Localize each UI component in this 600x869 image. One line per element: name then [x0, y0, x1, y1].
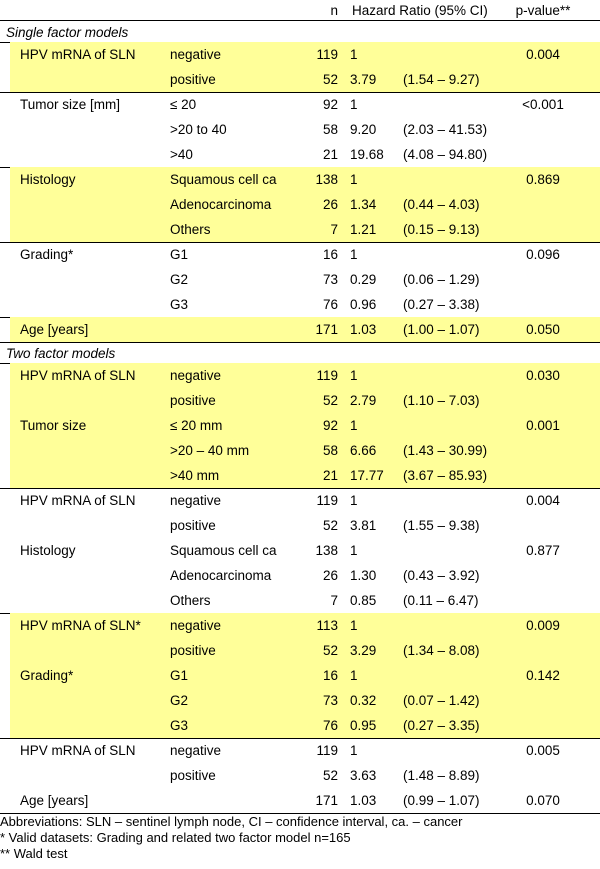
- n-cell: 76: [322, 718, 338, 733]
- p-value-cell: 0.877: [526, 543, 560, 558]
- hazard-ratio-cell: 6.66: [350, 443, 377, 458]
- hazard-ratio-cell: 1: [350, 618, 358, 633]
- level-cell: G1: [170, 247, 189, 262]
- table-row: [10, 317, 600, 342]
- level-cell: Others: [170, 593, 211, 608]
- level-cell: Others: [170, 222, 211, 237]
- level-cell: negative: [170, 493, 222, 508]
- n-cell: 92: [322, 97, 338, 112]
- level-cell: Adenocarcinoma: [170, 568, 272, 583]
- p-value-cell: 0.050: [526, 322, 560, 337]
- level-cell: positive: [170, 518, 216, 533]
- table-row: [10, 713, 600, 738]
- level-cell: >40 mm: [170, 468, 220, 483]
- hazard-ratio-cell: 0.96: [350, 297, 377, 312]
- n-cell: 16: [322, 668, 338, 683]
- p-value-cell: 0.142: [526, 668, 560, 683]
- confidence-interval-cell: (1.10 – 7.03): [403, 393, 480, 408]
- n-cell: 26: [322, 197, 338, 212]
- p-value-cell: 0.030: [526, 368, 560, 383]
- table-row: [0, 92, 600, 117]
- table-row: [10, 363, 600, 388]
- confidence-interval-cell: (1.54 – 9.27): [403, 72, 480, 87]
- table-row: [0, 117, 600, 142]
- table-row: [0, 142, 600, 167]
- n-cell: 171: [315, 322, 338, 337]
- variable-cell: HPV mRNA of SLN: [20, 743, 136, 758]
- confidence-interval-cell: (0.27 – 3.35): [403, 718, 480, 733]
- table-row: [10, 638, 600, 663]
- table-row: [0, 292, 600, 317]
- confidence-interval-cell: (0.43 – 3.92): [403, 568, 480, 583]
- hazard-ratio-cell: 9.20: [350, 122, 377, 137]
- header-hazard-ratio: Hazard Ratio (95% CI): [352, 3, 488, 18]
- table-row: [0, 788, 600, 813]
- table-row: [10, 67, 600, 92]
- variable-cell: Histology: [20, 543, 76, 558]
- hazard-ratio-cell: 1.03: [350, 322, 377, 337]
- level-cell: >20 – 40 mm: [170, 443, 250, 458]
- hazard-ratio-cell: 1: [350, 493, 358, 508]
- confidence-interval-cell: (1.00 – 1.07): [403, 322, 480, 337]
- variable-cell: HPV mRNA of SLN*: [20, 618, 141, 633]
- confidence-interval-cell: (0.11 – 6.47): [403, 593, 479, 608]
- confidence-interval-cell: (1.48 – 8.89): [403, 768, 480, 783]
- confidence-interval-cell: (0.99 – 1.07): [403, 793, 480, 808]
- n-cell: 119: [316, 368, 338, 383]
- level-cell: ≤ 20 mm: [170, 418, 223, 433]
- hazard-ratio-cell: 19.68: [350, 147, 384, 162]
- variable-cell: HPV mRNA of SLN: [20, 368, 136, 383]
- table-row: [0, 538, 600, 563]
- hazard-ratio-cell: 1: [350, 543, 358, 558]
- table-row: [10, 688, 600, 713]
- variable-cell: Histology: [20, 172, 76, 187]
- n-cell: 16: [322, 247, 338, 262]
- hazard-ratio-cell: 1.21: [350, 222, 377, 237]
- table-row: [10, 192, 600, 217]
- hazard-ratio-cell: 1: [350, 743, 358, 758]
- level-cell: G2: [170, 693, 189, 708]
- level-cell: Squamous cell ca: [170, 172, 277, 187]
- n-cell: 52: [322, 393, 338, 408]
- table-row: [0, 738, 600, 763]
- p-value-cell: <0.001: [522, 97, 564, 112]
- table-row: [0, 242, 600, 267]
- table-row: [0, 513, 600, 538]
- hazard-ratio-cell: 1: [350, 368, 358, 383]
- table-row: [10, 463, 600, 488]
- n-cell: 52: [322, 643, 338, 658]
- hazard-ratio-cell: 1.34: [350, 197, 377, 212]
- hazard-ratio-cell: 1: [350, 172, 358, 187]
- level-cell: G3: [170, 718, 189, 733]
- table-row: [0, 563, 600, 588]
- section-title-text: Single factor models: [6, 25, 129, 40]
- n-cell: 138: [315, 172, 338, 187]
- variable-cell: Tumor size: [20, 418, 87, 433]
- hazard-ratio-cell: 1.30: [350, 568, 377, 583]
- table-row: [10, 167, 600, 192]
- n-cell: 73: [322, 693, 338, 708]
- n-cell: 58: [322, 443, 338, 458]
- p-value-cell: 0.070: [526, 793, 560, 808]
- level-cell: positive: [170, 768, 216, 783]
- hazard-ratio-cell: 3.29: [350, 643, 377, 658]
- level-cell: negative: [170, 618, 222, 633]
- footnote-line: ** Wald test: [0, 846, 68, 861]
- level-cell: negative: [170, 47, 222, 62]
- hazard-ratio-cell: 0.29: [350, 272, 377, 287]
- footnote-line: * Valid datasets: Grading and related two factor model n=165: [0, 830, 351, 845]
- level-cell: Squamous cell ca: [170, 543, 277, 558]
- n-cell: 7: [330, 593, 338, 608]
- n-cell: 58: [322, 122, 338, 137]
- confidence-interval-cell: (1.43 – 30.99): [403, 443, 488, 458]
- confidence-interval-cell: (0.07 – 1.42): [403, 693, 480, 708]
- n-cell: 52: [322, 72, 338, 87]
- n-cell: 119: [316, 47, 338, 62]
- variable-cell: Tumor size [mm]: [20, 97, 121, 112]
- header-n: n: [330, 3, 338, 18]
- n-cell: 138: [315, 543, 338, 558]
- confidence-interval-cell: (0.06 – 1.29): [403, 272, 480, 287]
- table-row: [10, 217, 600, 242]
- table-row: [10, 663, 600, 688]
- level-cell: >20 to 40: [170, 122, 227, 137]
- table-row: [10, 413, 600, 438]
- hazard-ratio-cell: 0.85: [350, 593, 377, 608]
- table-row: [10, 438, 600, 463]
- hazard-ratio-cell: 2.79: [350, 393, 377, 408]
- n-cell: 21: [322, 468, 338, 483]
- n-cell: 21: [322, 147, 338, 162]
- hazard-ratio-cell: 1: [350, 47, 358, 62]
- hazard-ratio-cell: 1: [350, 418, 358, 433]
- n-cell: 171: [315, 793, 338, 808]
- n-cell: 119: [316, 493, 338, 508]
- p-value-cell: 0.009: [526, 618, 560, 633]
- table-row: [10, 388, 600, 413]
- confidence-interval-cell: (0.27 – 3.38): [403, 297, 480, 312]
- hazard-ratio-cell: 0.32: [350, 693, 377, 708]
- n-cell: 119: [316, 743, 338, 758]
- variable-cell: HPV mRNA of SLN: [20, 47, 136, 62]
- header-p-value: p-value**: [515, 3, 571, 18]
- table-row: [10, 42, 600, 67]
- n-cell: 73: [322, 272, 338, 287]
- level-cell: ≤ 20: [170, 97, 197, 112]
- variable-cell: Age [years]: [20, 322, 89, 337]
- hazard-ratio-cell: 3.81: [350, 518, 377, 533]
- confidence-interval-cell: (0.15 – 9.13): [403, 222, 480, 237]
- table-row: [0, 588, 600, 613]
- n-cell: 92: [322, 418, 338, 433]
- hazard-ratio-cell: 17.77: [350, 468, 384, 483]
- table-row: [0, 488, 600, 513]
- level-cell: >40: [170, 147, 193, 162]
- confidence-interval-cell: (2.03 – 41.53): [403, 122, 488, 137]
- level-cell: G1: [170, 668, 189, 683]
- n-cell: 7: [330, 222, 338, 237]
- level-cell: Adenocarcinoma: [170, 197, 272, 212]
- level-cell: positive: [170, 393, 216, 408]
- hazard-ratio-cell: 3.79: [350, 72, 377, 87]
- n-cell: 52: [322, 518, 338, 533]
- hazard-ratio-cell: 1.03: [350, 793, 377, 808]
- hazard-ratio-cell: 3.63: [350, 768, 377, 783]
- n-cell: 26: [322, 568, 338, 583]
- p-value-cell: 0.004: [526, 47, 560, 62]
- confidence-interval-cell: (4.08 – 94.80): [403, 147, 488, 162]
- level-cell: positive: [170, 72, 216, 87]
- two-factor-section-title: [0, 342, 600, 364]
- variable-cell: Grading*: [20, 247, 74, 262]
- hazard-ratio-cell: 0.95: [350, 718, 377, 733]
- p-value-cell: 0.869: [526, 172, 560, 187]
- table-row: [10, 613, 600, 638]
- table-row: [0, 267, 600, 292]
- level-cell: positive: [170, 643, 216, 658]
- variable-cell: Grading*: [20, 668, 74, 683]
- hazard-ratio-cell: 1: [350, 247, 358, 262]
- p-value-cell: 0.001: [526, 418, 560, 433]
- single-factor-section-title: [0, 21, 600, 43]
- n-cell: 113: [316, 618, 338, 633]
- table-header: [0, 0, 600, 21]
- n-cell: 76: [322, 297, 338, 312]
- p-value-cell: 0.005: [526, 743, 560, 758]
- section-title-text: Two factor models: [6, 346, 116, 361]
- confidence-interval-cell: (1.55 – 9.38): [403, 518, 480, 533]
- n-cell: 52: [322, 768, 338, 783]
- hazard-ratio-cell: 1: [350, 97, 358, 112]
- variable-cell: Age [years]: [20, 793, 89, 808]
- confidence-interval-cell: (0.44 – 4.03): [403, 197, 480, 212]
- footnote-line: Abbreviations: SLN – sentinel lymph node, CI – confidence interval, ca. – cancer: [0, 814, 463, 829]
- table-row: [0, 763, 600, 788]
- p-value-cell: 0.004: [526, 493, 560, 508]
- p-value-cell: 0.096: [526, 247, 560, 262]
- confidence-interval-cell: (3.67 – 85.93): [403, 468, 488, 483]
- variable-cell: HPV mRNA of SLN: [20, 493, 136, 508]
- level-cell: G2: [170, 272, 189, 287]
- level-cell: negative: [170, 368, 222, 383]
- level-cell: negative: [170, 743, 222, 758]
- confidence-interval-cell: (1.34 – 8.08): [403, 643, 480, 658]
- level-cell: G3: [170, 297, 189, 312]
- hazard-ratio-cell: 1: [350, 668, 358, 683]
